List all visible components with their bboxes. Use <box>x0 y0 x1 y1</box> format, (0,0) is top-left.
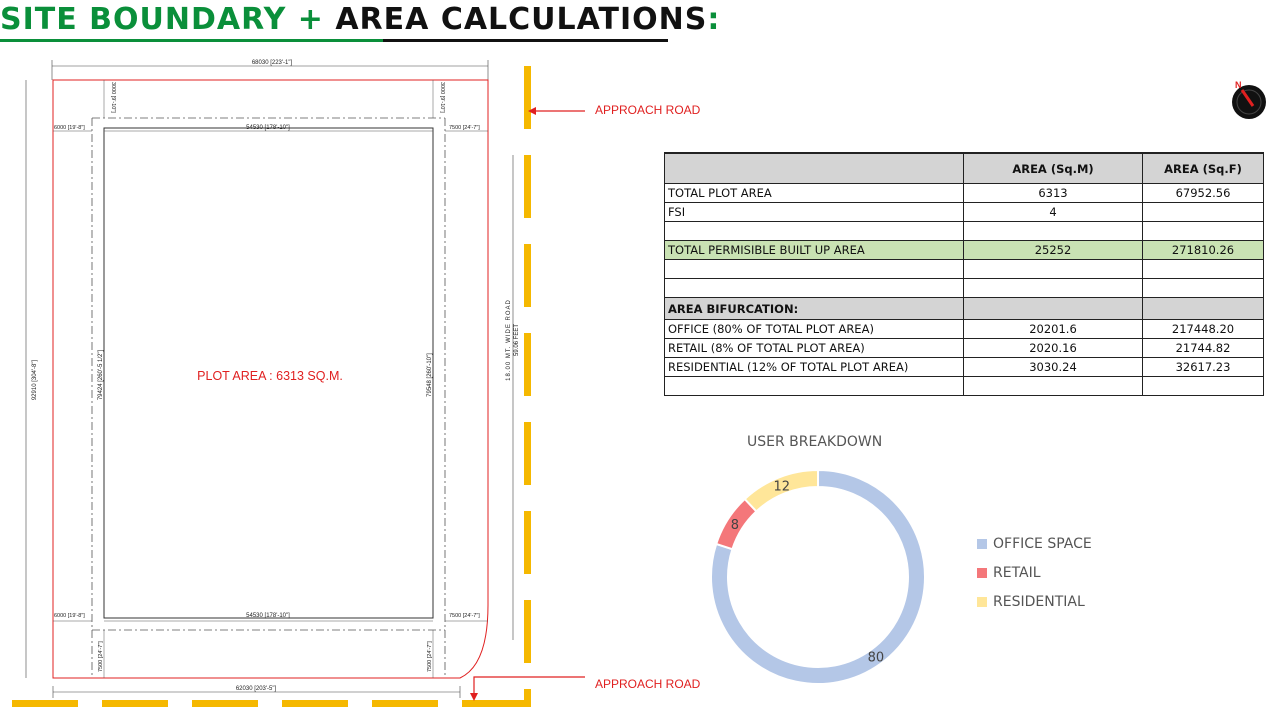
north-letter: N <box>1235 80 1242 90</box>
plot-area-label: PLOT AREA : 6313 SQ.M. <box>197 369 343 383</box>
table-row: FSI 4 <box>665 203 1264 222</box>
approach-road-label-bottom: APPROACH ROAD <box>595 677 701 691</box>
setback-top-left: 3000 [9'-10"] <box>110 82 116 113</box>
dim-top-inner: 54530 [178'-10"] <box>246 125 290 131</box>
dim-bottom-total: 62030 [203'-5"] <box>235 686 277 692</box>
road-markings-horizontal <box>12 700 524 707</box>
table-row: RESIDENTIAL (12% OF TOTAL PLOT AREA) 3030.24 32617.23 <box>665 358 1264 377</box>
table-row: OFFICE (80% OF TOTAL PLOT AREA) 20201.6 217448.20 <box>665 320 1264 339</box>
title-colon: : <box>707 2 721 37</box>
approach-road-label-top: APPROACH ROAD <box>595 103 701 117</box>
legend-item-office <box>977 536 1092 552</box>
table-row: RETAIL (8% OF TOTAL PLOT AREA) 2020.16 21744.82 <box>665 339 1264 358</box>
table-row-highlight: TOTAL PERMISIBLE BUILT UP AREA 25252 271810.26 <box>665 241 1264 260</box>
legend-swatch-residential <box>977 597 987 607</box>
dim-left-total: 92910 [304'-8"] <box>32 359 38 401</box>
legend-swatch-office <box>977 539 987 549</box>
slice-label-retail: 8 <box>730 518 739 534</box>
setback-bottom-left: 7500 [24'-7"] <box>98 641 104 672</box>
setback-left-bottom: 6000 [19'-8"] <box>54 613 85 619</box>
legend-swatch-retail <box>977 568 987 578</box>
road-width-feet: 59.06 FEET <box>514 323 520 357</box>
table-section-header: AREA BIFURCATION: <box>665 298 1264 320</box>
road-markings-vertical <box>524 66 531 707</box>
inner-left-height: 79424 [260'-5 1/2"] <box>98 349 104 401</box>
slice-label-residential: 12 <box>773 479 791 495</box>
setback-right-top: 7500 [24'-7"] <box>449 125 480 131</box>
dim-top-total: 68030 [223'-1"] <box>251 60 293 66</box>
setback-left-top: 6000 [19'-8"] <box>54 125 85 131</box>
table-row <box>665 222 1264 241</box>
title-part-site-boundary: SITE BOUNDARY + <box>0 2 336 37</box>
north-compass-icon <box>1228 80 1268 120</box>
legend-item-retail <box>977 565 1041 581</box>
chart-title: USER BREAKDOWN <box>747 434 883 450</box>
legend-label-office: OFFICE SPACE <box>993 536 1092 552</box>
header-sqf: AREA (Sq.F) <box>1143 153 1264 184</box>
user-breakdown-donut <box>698 457 938 697</box>
setback-top-right: 3000 [9'-10"] <box>439 82 445 113</box>
table-row <box>665 377 1264 396</box>
setback-bottom-right: 7500 [24'-7"] <box>427 641 433 672</box>
dim-bottom-inner: 54530 [178'-10"] <box>246 613 290 619</box>
table-row <box>665 260 1264 279</box>
slice-label-office: 80 <box>867 650 885 666</box>
table-row <box>665 279 1264 298</box>
setback-right-bottom: 7500 [24'-7"] <box>449 613 480 619</box>
setback-lines <box>92 118 445 678</box>
legend-item-residential <box>977 594 1085 610</box>
legend-label-residential: RESIDENTIAL <box>993 594 1085 610</box>
header-sqm: AREA (Sq.M) <box>964 153 1143 184</box>
header-blank <box>665 153 964 184</box>
legend-label-retail: RETAIL <box>993 565 1041 581</box>
table-row: TOTAL PLOT AREA 6313 67952.56 <box>665 184 1264 203</box>
area-table <box>664 152 1264 396</box>
title-part-area-calculations: AREA CALCULATIONS <box>335 2 708 37</box>
road-width-label: 18.00 MT. WIDE ROAD <box>506 299 512 381</box>
inner-right-height: 79548 [260'-10"] <box>427 353 433 397</box>
